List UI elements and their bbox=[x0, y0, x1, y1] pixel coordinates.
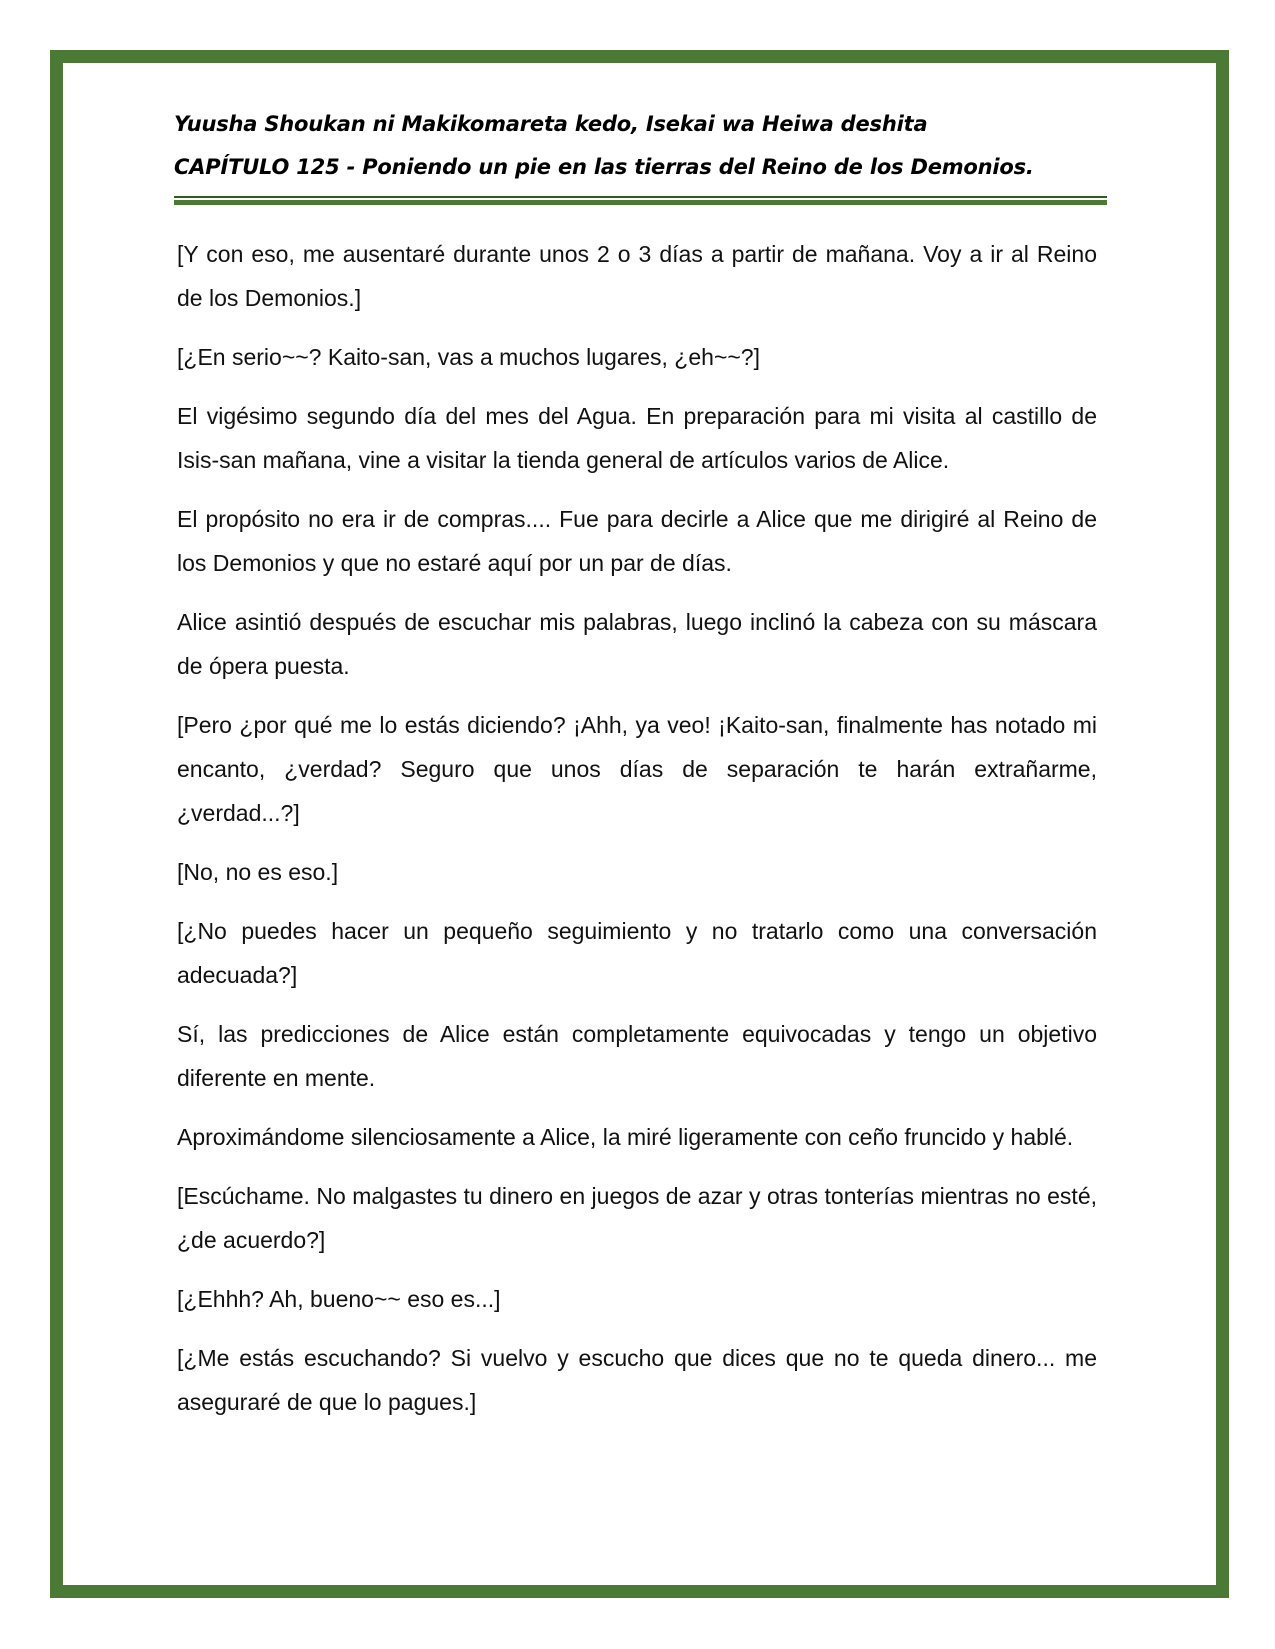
paragraph: [No, no es eso.] bbox=[177, 859, 339, 885]
paragraph: Sí, las predicciones de Alice están completamente equivocadas y tengo un objetivo diferente en mente. bbox=[177, 1021, 1097, 1091]
paragraph: El vigésimo segundo día del mes del Agua. En preparación para mi visita al castillo de Isis-san mañana, vine a visitar la tienda general de artículos varios de Alice. bbox=[177, 403, 1097, 473]
header-divider bbox=[174, 196, 1107, 205]
paragraph: [¿Me estás escuchando? Si vuelvo y escucho que dices que no te queda dinero... me aseguraré de que lo pagues.] bbox=[177, 1345, 1097, 1415]
paragraph: Alice asintió después de escuchar mis palabras, luego inclinó la cabeza con su máscara de ópera puesta. bbox=[177, 609, 1097, 679]
paragraph: [Escúchame. No malgastes tu dinero en juegos de azar y otras tonterías mientras no esté, ¿de acuerdo?] bbox=[177, 1183, 1097, 1253]
chapter-title: CAPÍTULO 125 - Poniendo un pie en las tierras del Reino de los Demonios. bbox=[174, 155, 1034, 179]
paragraph: [¿No puedes hacer un pequeño seguimiento y no tratarlo como una conversación adecuada?] bbox=[177, 918, 1097, 988]
paragraph: [¿En serio~~? Kaito-san, vas a muchos lugares, ¿eh~~?] bbox=[177, 344, 760, 370]
paragraph: El propósito no era ir de compras.... Fue para decirle a Alice que me dirigiré al Reino de los Demonios y que no estaré aquí por un par de días. bbox=[177, 506, 1097, 576]
header-divider-thick-line bbox=[174, 200, 1107, 205]
paragraph: [¿Ehhh? Ah, bueno~~ eso es...] bbox=[177, 1286, 501, 1312]
series-title: Yuusha Shoukan ni Makikomareta kedo, Isekai wa Heiwa deshita bbox=[174, 112, 928, 136]
paragraph: [Y con eso, me ausentaré durante unos 2 o 3 días a partir de mañana. Voy a ir al Reino de los Demonios.] bbox=[177, 241, 1097, 311]
chapter-body bbox=[177, 232, 1097, 1439]
paragraph: Aproximándome silenciosamente a Alice, la miré ligeramente con ceño fruncido y hablé. bbox=[177, 1124, 1074, 1150]
header-divider-thin-line bbox=[174, 196, 1107, 198]
document-header bbox=[174, 110, 1106, 181]
paragraph: [Pero ¿por qué me lo estás diciendo? ¡Ahh, ya veo! ¡Kaito-san, finalmente has notado mi encanto, ¿verdad? Seguro que unos días de separación te harán extrañarme, ¿verdad...?] bbox=[177, 712, 1097, 826]
